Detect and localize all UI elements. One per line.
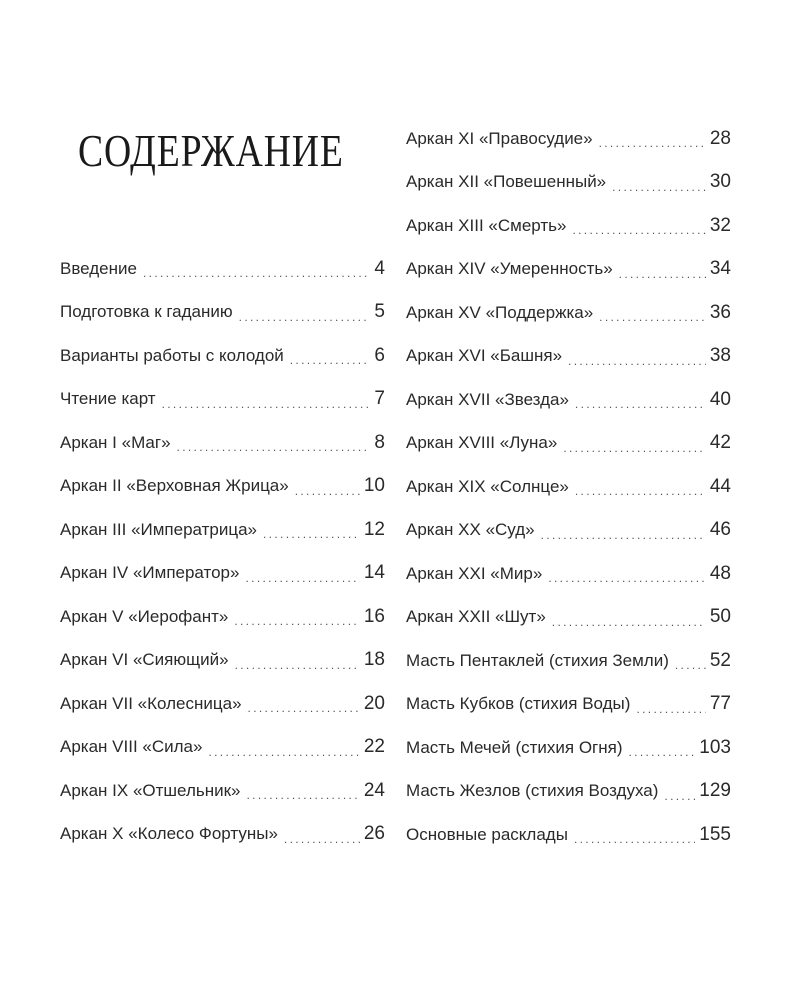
toc-entry <box>406 770 731 814</box>
toc-dot-leader <box>162 393 371 410</box>
toc-page-number: 32 <box>709 214 731 236</box>
toc-entry-title: Аркан IX «Отшельник» <box>60 780 241 800</box>
toc-dot-leader <box>619 263 706 280</box>
toc-page-number: 44 <box>709 475 731 497</box>
toc-dot-leader <box>548 567 706 584</box>
toc-page-number: 103 <box>699 736 731 758</box>
toc-page-number: 30 <box>709 171 731 193</box>
toc-dot-leader <box>263 523 360 540</box>
page-title: СОДЕРЖАНИЕ <box>78 125 344 176</box>
toc-left-column <box>60 247 385 856</box>
toc-entry <box>406 596 731 640</box>
toc-page-number: 34 <box>709 258 731 280</box>
toc-page-number: 50 <box>709 606 731 628</box>
toc-entry-title: Аркан XIII «Смерть» <box>406 215 567 235</box>
toc-entry-title: Подготовка к гаданию <box>60 302 233 322</box>
toc-dot-leader <box>177 436 371 453</box>
toc-dot-leader <box>599 132 706 149</box>
toc-page-number: 129 <box>699 780 731 802</box>
toc-entry-title: Аркан XVIII «Луна» <box>406 433 558 453</box>
toc-dot-leader <box>235 654 360 671</box>
toc-entry-title: Аркан XI «Правосудие» <box>406 128 593 148</box>
toc-page-number: 4 <box>374 257 385 279</box>
toc-page-number: 14 <box>363 562 385 584</box>
toc-page-number: 22 <box>363 736 385 758</box>
toc-entry <box>406 552 731 596</box>
toc-dot-leader <box>575 480 706 497</box>
toc-page-number: 36 <box>709 301 731 323</box>
toc-entry <box>406 639 731 683</box>
toc-dot-leader <box>599 306 706 323</box>
toc-entry-title: Аркан I «Маг» <box>60 432 171 452</box>
toc-entry <box>406 378 731 422</box>
toc-page-number: 28 <box>709 127 731 149</box>
toc-page-number: 20 <box>363 692 385 714</box>
toc-entry-title: Аркан II «Верховная Жрица» <box>60 476 289 496</box>
toc-entry-title: Аркан XX «Суд» <box>406 520 535 540</box>
toc-entry <box>406 813 731 857</box>
toc-entry-title: Аркан XIX «Солнце» <box>406 476 569 496</box>
toc-entry-title: Аркан IV «Император» <box>60 563 240 583</box>
toc-entry-title: Масть Жезлов (стихия Воздуха) <box>406 781 659 801</box>
toc-entry <box>406 204 731 248</box>
toc-page-number: 24 <box>363 779 385 801</box>
toc-dot-leader <box>234 610 360 627</box>
toc-entry <box>60 378 385 422</box>
toc-entry <box>60 508 385 552</box>
toc-dot-leader <box>541 524 706 541</box>
toc-entry-title: Варианты работы с колодой <box>60 345 284 365</box>
toc-entry <box>406 465 731 509</box>
toc-entry <box>406 291 731 335</box>
toc-dot-leader <box>247 784 360 801</box>
toc-entry <box>60 334 385 378</box>
toc-page-number: 46 <box>709 519 731 541</box>
toc-entry-title: Аркан VIII «Сила» <box>60 737 203 757</box>
toc-entry-title: Аркан VI «Сияющий» <box>60 650 229 670</box>
toc-entry <box>60 291 385 335</box>
toc-dot-leader <box>295 480 360 497</box>
toc-entry <box>60 682 385 726</box>
toc-entry <box>406 726 731 770</box>
toc-page-number: 52 <box>709 649 731 671</box>
toc-page-number: 18 <box>363 649 385 671</box>
toc-entry <box>406 509 731 553</box>
toc-dot-leader <box>143 262 370 279</box>
toc-page-number: 155 <box>699 823 731 845</box>
toc-dot-leader <box>612 176 706 193</box>
toc-dot-leader <box>636 698 705 715</box>
toc-entry <box>60 813 385 857</box>
toc-entry <box>60 247 385 291</box>
toc-entry-title: Масть Мечей (стихия Огня) <box>406 737 623 757</box>
toc-entry <box>406 422 731 466</box>
toc-page-number: 77 <box>709 693 731 715</box>
toc-page-number: 7 <box>374 388 385 410</box>
toc-dot-leader <box>552 611 706 628</box>
toc-page-number: 6 <box>374 344 385 366</box>
toc-page-number: 48 <box>709 562 731 584</box>
toc-dot-leader <box>629 741 696 758</box>
toc-dot-leader <box>575 393 706 410</box>
toc-dot-leader <box>574 828 695 845</box>
toc-dot-leader <box>664 785 695 802</box>
toc-entry-title: Чтение карт <box>60 389 156 409</box>
toc-entry-title: Введение <box>60 258 137 278</box>
toc-dot-leader <box>572 219 705 236</box>
toc-entry <box>60 465 385 509</box>
toc-page-number: 5 <box>374 301 385 323</box>
toc-entry <box>406 683 731 727</box>
toc-entry-title: Аркан XXI «Мир» <box>406 563 543 583</box>
toc-entry-title: Аркан XIV «Умеренность» <box>406 259 613 279</box>
toc-page-number: 42 <box>709 432 731 454</box>
toc-page-number: 8 <box>374 431 385 453</box>
toc-dot-leader <box>563 437 706 454</box>
toc-entry-title: Аркан XII «Повешенный» <box>406 172 607 192</box>
toc-page-number: 12 <box>363 518 385 540</box>
toc-entry-title: Аркан XXII «Шут» <box>406 607 546 627</box>
toc-entry <box>406 117 731 161</box>
toc-entry-title: Масть Кубков (стихия Воды) <box>406 694 631 714</box>
toc-dot-leader <box>568 350 706 367</box>
toc-entry <box>406 335 731 379</box>
toc-dot-leader <box>208 741 359 758</box>
toc-entry <box>406 248 731 292</box>
toc-entry-title: Основные расклады <box>406 824 568 844</box>
toc-entry <box>406 161 731 205</box>
toc-page-number: 16 <box>363 605 385 627</box>
toc-right-column <box>406 117 731 857</box>
toc-dot-leader <box>248 697 360 714</box>
toc-entry <box>60 421 385 465</box>
toc-entry-title: Аркан XV «Поддержка» <box>406 302 594 322</box>
toc-page-number: 26 <box>363 823 385 845</box>
toc-page-number: 38 <box>709 345 731 367</box>
toc-page-number: 10 <box>363 475 385 497</box>
toc-dot-leader <box>245 567 359 584</box>
toc-entry <box>60 639 385 683</box>
toc-entry <box>60 726 385 770</box>
toc-entry-title: Аркан V «Иерофант» <box>60 606 229 626</box>
toc-entry-title: Аркан III «Императрица» <box>60 519 258 539</box>
toc-entry-title: Аркан XVII «Звезда» <box>406 389 569 409</box>
toc-dot-leader <box>239 306 371 323</box>
toc-dot-leader <box>284 828 360 845</box>
toc-entry <box>60 595 385 639</box>
toc-page-number: 40 <box>709 388 731 410</box>
toc-entry <box>60 769 385 813</box>
toc-dot-leader <box>290 349 371 366</box>
toc-entry-title: Аркан X «Колесо Фортуны» <box>60 824 278 844</box>
toc-entry-title: Аркан VII «Колесница» <box>60 693 242 713</box>
toc-entry-title: Аркан XVI «Башня» <box>406 346 563 366</box>
toc-dot-leader <box>675 654 706 671</box>
toc-entry-title: Масть Пентаклей (стихия Земли) <box>406 650 669 670</box>
toc-entry <box>60 552 385 596</box>
